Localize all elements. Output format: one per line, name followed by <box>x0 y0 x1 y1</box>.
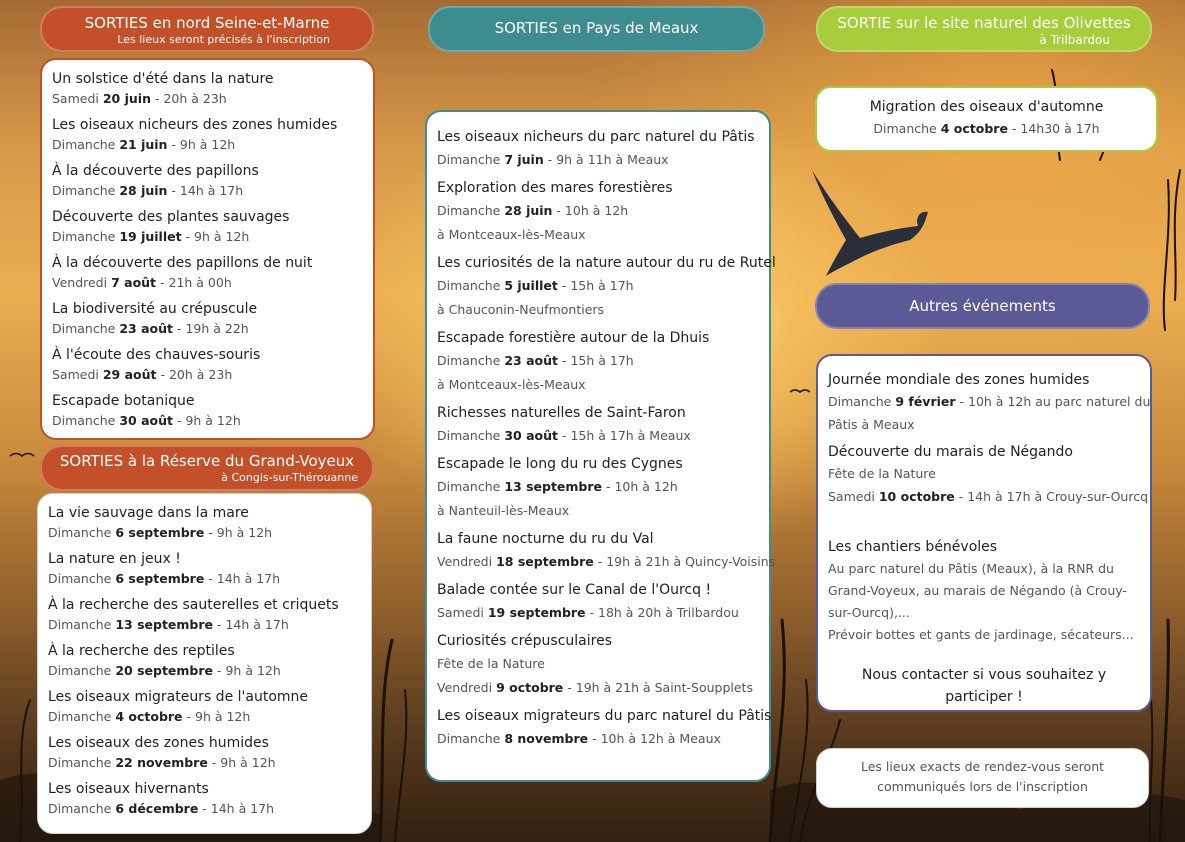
event-item <box>437 252 776 322</box>
chantiers-title: Les chantiers bénévoles <box>828 539 998 555</box>
event-name: Un solstice d'été dans la nature <box>52 71 274 87</box>
chantiers-line: Au parc naturel du Pâtis (Meaux), à la RNR du <box>828 561 1114 576</box>
event-name: La faune nocturne du ru du Val <box>437 531 654 547</box>
event-name: Richesses naturelles de Saint-Faron <box>437 405 686 421</box>
event-date: Dimanche 22 novembre - 9h à 12h <box>48 755 276 770</box>
event-place: à Chauconin-Neufmontiers <box>437 302 605 317</box>
event-item <box>48 733 361 773</box>
event-name: Migration des oiseaux d'automne <box>869 99 1104 115</box>
event-date: Dimanche 20 septembre - 9h à 12h <box>48 663 281 678</box>
event-name: Les oiseaux migrateurs de l'automne <box>48 689 309 705</box>
event-name: Escapade botanique <box>52 393 195 409</box>
chantiers-line: Prévoir bottes et gants de jardinage, sécateurs... <box>828 627 1134 642</box>
event-item <box>48 595 361 635</box>
event-name: Journée mondiale des zones humides <box>828 372 1090 388</box>
nord-events-card <box>40 58 375 440</box>
event-name: Les oiseaux nicheurs du parc naturel du Pâtis <box>437 129 755 145</box>
event-name: Découverte du marais de Négando <box>828 444 1073 460</box>
event-name: Les oiseaux hivernants <box>48 781 209 797</box>
meaux-events-card <box>425 110 776 782</box>
event-item <box>437 705 772 751</box>
event-item <box>437 630 759 700</box>
chantiers-line: sur-Ourcq),... <box>828 605 910 620</box>
autres-title: Autres événements <box>909 297 1056 315</box>
nord-title: SORTIES en nord Seine-et-Marne <box>84 14 330 32</box>
event-date: Samedi 20 juin - 20h à 23h <box>52 91 227 106</box>
event-name: À la découverte des papillons <box>52 163 259 179</box>
event-date: Dimanche 23 août - 19h à 22h <box>52 321 249 336</box>
autres-events-card <box>816 354 1152 712</box>
event-name: À la recherche des reptiles <box>48 643 235 659</box>
event-name: Les oiseaux des zones humides <box>48 735 269 751</box>
event-name: À la recherche des sauterelles et criquets <box>48 597 339 613</box>
autres-header <box>815 283 1150 329</box>
event-date: Vendredi 9 octobre - 19h à 21h à Saint-Soupplets <box>437 680 753 695</box>
event-item <box>52 299 363 339</box>
event-item <box>437 126 759 172</box>
event-name: La vie sauvage dans la mare <box>48 505 249 521</box>
event-date: Dimanche 21 juin - 9h à 12h <box>52 137 236 152</box>
event-date: Dimanche 6 septembre - 14h à 17h <box>48 571 281 586</box>
flying-bird-icon <box>812 170 928 276</box>
event-date: Samedi 29 août - 20h à 23h <box>52 367 233 382</box>
event-date: Dimanche 30 août - 9h à 12h <box>52 413 241 428</box>
event-name: Les curiosités de la nature autour du ru de Rutel <box>437 255 776 271</box>
event-name: Balade contée sur le Canal de l'Ourcq ! <box>437 582 712 598</box>
event-place: à Nanteuil-lès-Meaux <box>437 503 570 518</box>
event-item <box>52 345 363 385</box>
event-item <box>52 69 363 109</box>
meaux-title: SORTIES en Pays de Meaux <box>494 19 699 37</box>
event-item <box>437 528 776 574</box>
event-item <box>48 641 361 681</box>
grandvoyeux-header <box>40 445 374 491</box>
event-date: Dimanche 7 juin - 9h à 11h à Meaux <box>437 152 669 167</box>
event-date: Dimanche 4 octobre - 14h30 à 17h <box>873 121 1100 136</box>
event-name: Les oiseaux nicheurs des zones humides <box>52 117 338 133</box>
event-name: À l'écoute des chauves-souris <box>52 347 261 363</box>
event-item <box>52 391 363 431</box>
grandvoyeux-title: SORTIES à la Réserve du Grand-Voyeux <box>59 452 355 470</box>
event-place: à Montceaux-lès-Meaux <box>437 377 586 392</box>
event-date: Samedi 10 octobre - 14h à 17h à Crouy-sur-Ourcq <box>828 489 1149 504</box>
inscription-note <box>816 748 1149 808</box>
olivettes-event-card <box>815 86 1158 152</box>
event-item <box>437 327 759 397</box>
note-line: Les lieux exacts de rendez-vous seront <box>860 759 1105 774</box>
grandvoyeux-subtitle: à Congis-sur-Thérouanne <box>221 471 358 484</box>
event-date: Dimanche 8 novembre - 10h à 12h à Meaux <box>437 731 721 746</box>
event-name: Exploration des mares forestières <box>437 180 673 196</box>
event-date: Dimanche 4 octobre - 9h à 12h <box>48 709 251 724</box>
olivettes-title: SORTIE sur le site naturel des Olivettes <box>837 14 1131 32</box>
event-date: Dimanche 19 juillet - 9h à 12h <box>52 229 250 244</box>
event-item <box>52 253 363 293</box>
chantiers-section <box>828 536 1140 708</box>
event-name: Curiosités crépusculaires <box>437 633 612 649</box>
event-item <box>48 779 361 819</box>
event-date: Dimanche 23 août - 15h à 17h <box>437 353 634 368</box>
event-name: À la découverte des papillons de nuit <box>52 255 313 271</box>
olivettes-header <box>816 6 1152 52</box>
olivettes-subtitle: à Trilbardou <box>1039 33 1110 47</box>
nord-subtitle: Les lieux seront précisés à l'inscription <box>117 33 330 46</box>
event-item <box>437 579 759 625</box>
event-date: Dimanche 9 février - 10h à 12h au parc naturel du <box>828 394 1151 409</box>
event-item <box>437 453 759 523</box>
event-date: Dimanche 30 août - 15h à 17h à Meaux <box>437 428 691 443</box>
event-date: Dimanche 6 septembre - 9h à 12h <box>48 525 273 540</box>
grandvoyeux-events-card <box>37 493 372 834</box>
event-place: Pâtis à Meaux <box>828 417 915 432</box>
event-item <box>48 687 361 727</box>
chantiers-contact: Nous contacter si vous souhaitez y participer ! <box>861 667 1107 705</box>
event-date: Vendredi 18 septembre - 19h à 21h à Quincy-Voisins <box>437 554 776 569</box>
event-item <box>828 442 1149 508</box>
nord-header <box>40 6 374 52</box>
event-name: Les oiseaux migrateurs du parc naturel du Pâtis <box>437 708 772 724</box>
event-name: Escapade forestière autour de la Dhuis <box>437 330 710 346</box>
event-name: Escapade le long du ru des Cygnes <box>437 456 683 472</box>
event-item <box>437 402 759 448</box>
event-date: Dimanche 6 décembre - 14h à 17h <box>48 801 275 816</box>
event-item <box>437 177 759 247</box>
event-date: Dimanche 28 juin - 14h à 17h <box>52 183 244 198</box>
event-name: La biodiversité au crépuscule <box>52 301 258 317</box>
event-date: Dimanche 28 juin - 10h à 12h <box>437 203 629 218</box>
meaux-header <box>428 6 765 52</box>
event-name: Découverte des plantes sauvages <box>52 209 290 225</box>
event-name: La nature en jeux ! <box>48 551 181 567</box>
event-item <box>828 370 1151 436</box>
event-item <box>52 115 363 155</box>
note-line: communiqués lors de l'inscription <box>877 779 1088 794</box>
event-date: Dimanche 13 septembre - 10h à 12h <box>437 479 678 494</box>
event-subtitle: Fête de la Nature <box>828 466 936 481</box>
chantiers-line: Grand-Voyeux, au marais de Négando (à Crouy- <box>828 583 1127 598</box>
event-place: à Montceaux-lès-Meaux <box>437 227 586 242</box>
event-date: Dimanche 13 septembre - 14h à 17h <box>48 617 289 632</box>
event-subtitle: Fête de la Nature <box>437 656 545 671</box>
event-date: Vendredi 7 août - 21h à 00h <box>52 275 232 290</box>
event-item <box>48 503 361 543</box>
event-date: Samedi 19 septembre - 18h à 20h à Trilbardou <box>437 605 739 620</box>
event-date: Dimanche 5 juillet - 15h à 17h <box>437 278 634 293</box>
event-item <box>52 161 363 201</box>
event-item <box>52 207 363 247</box>
event-item <box>48 549 361 589</box>
